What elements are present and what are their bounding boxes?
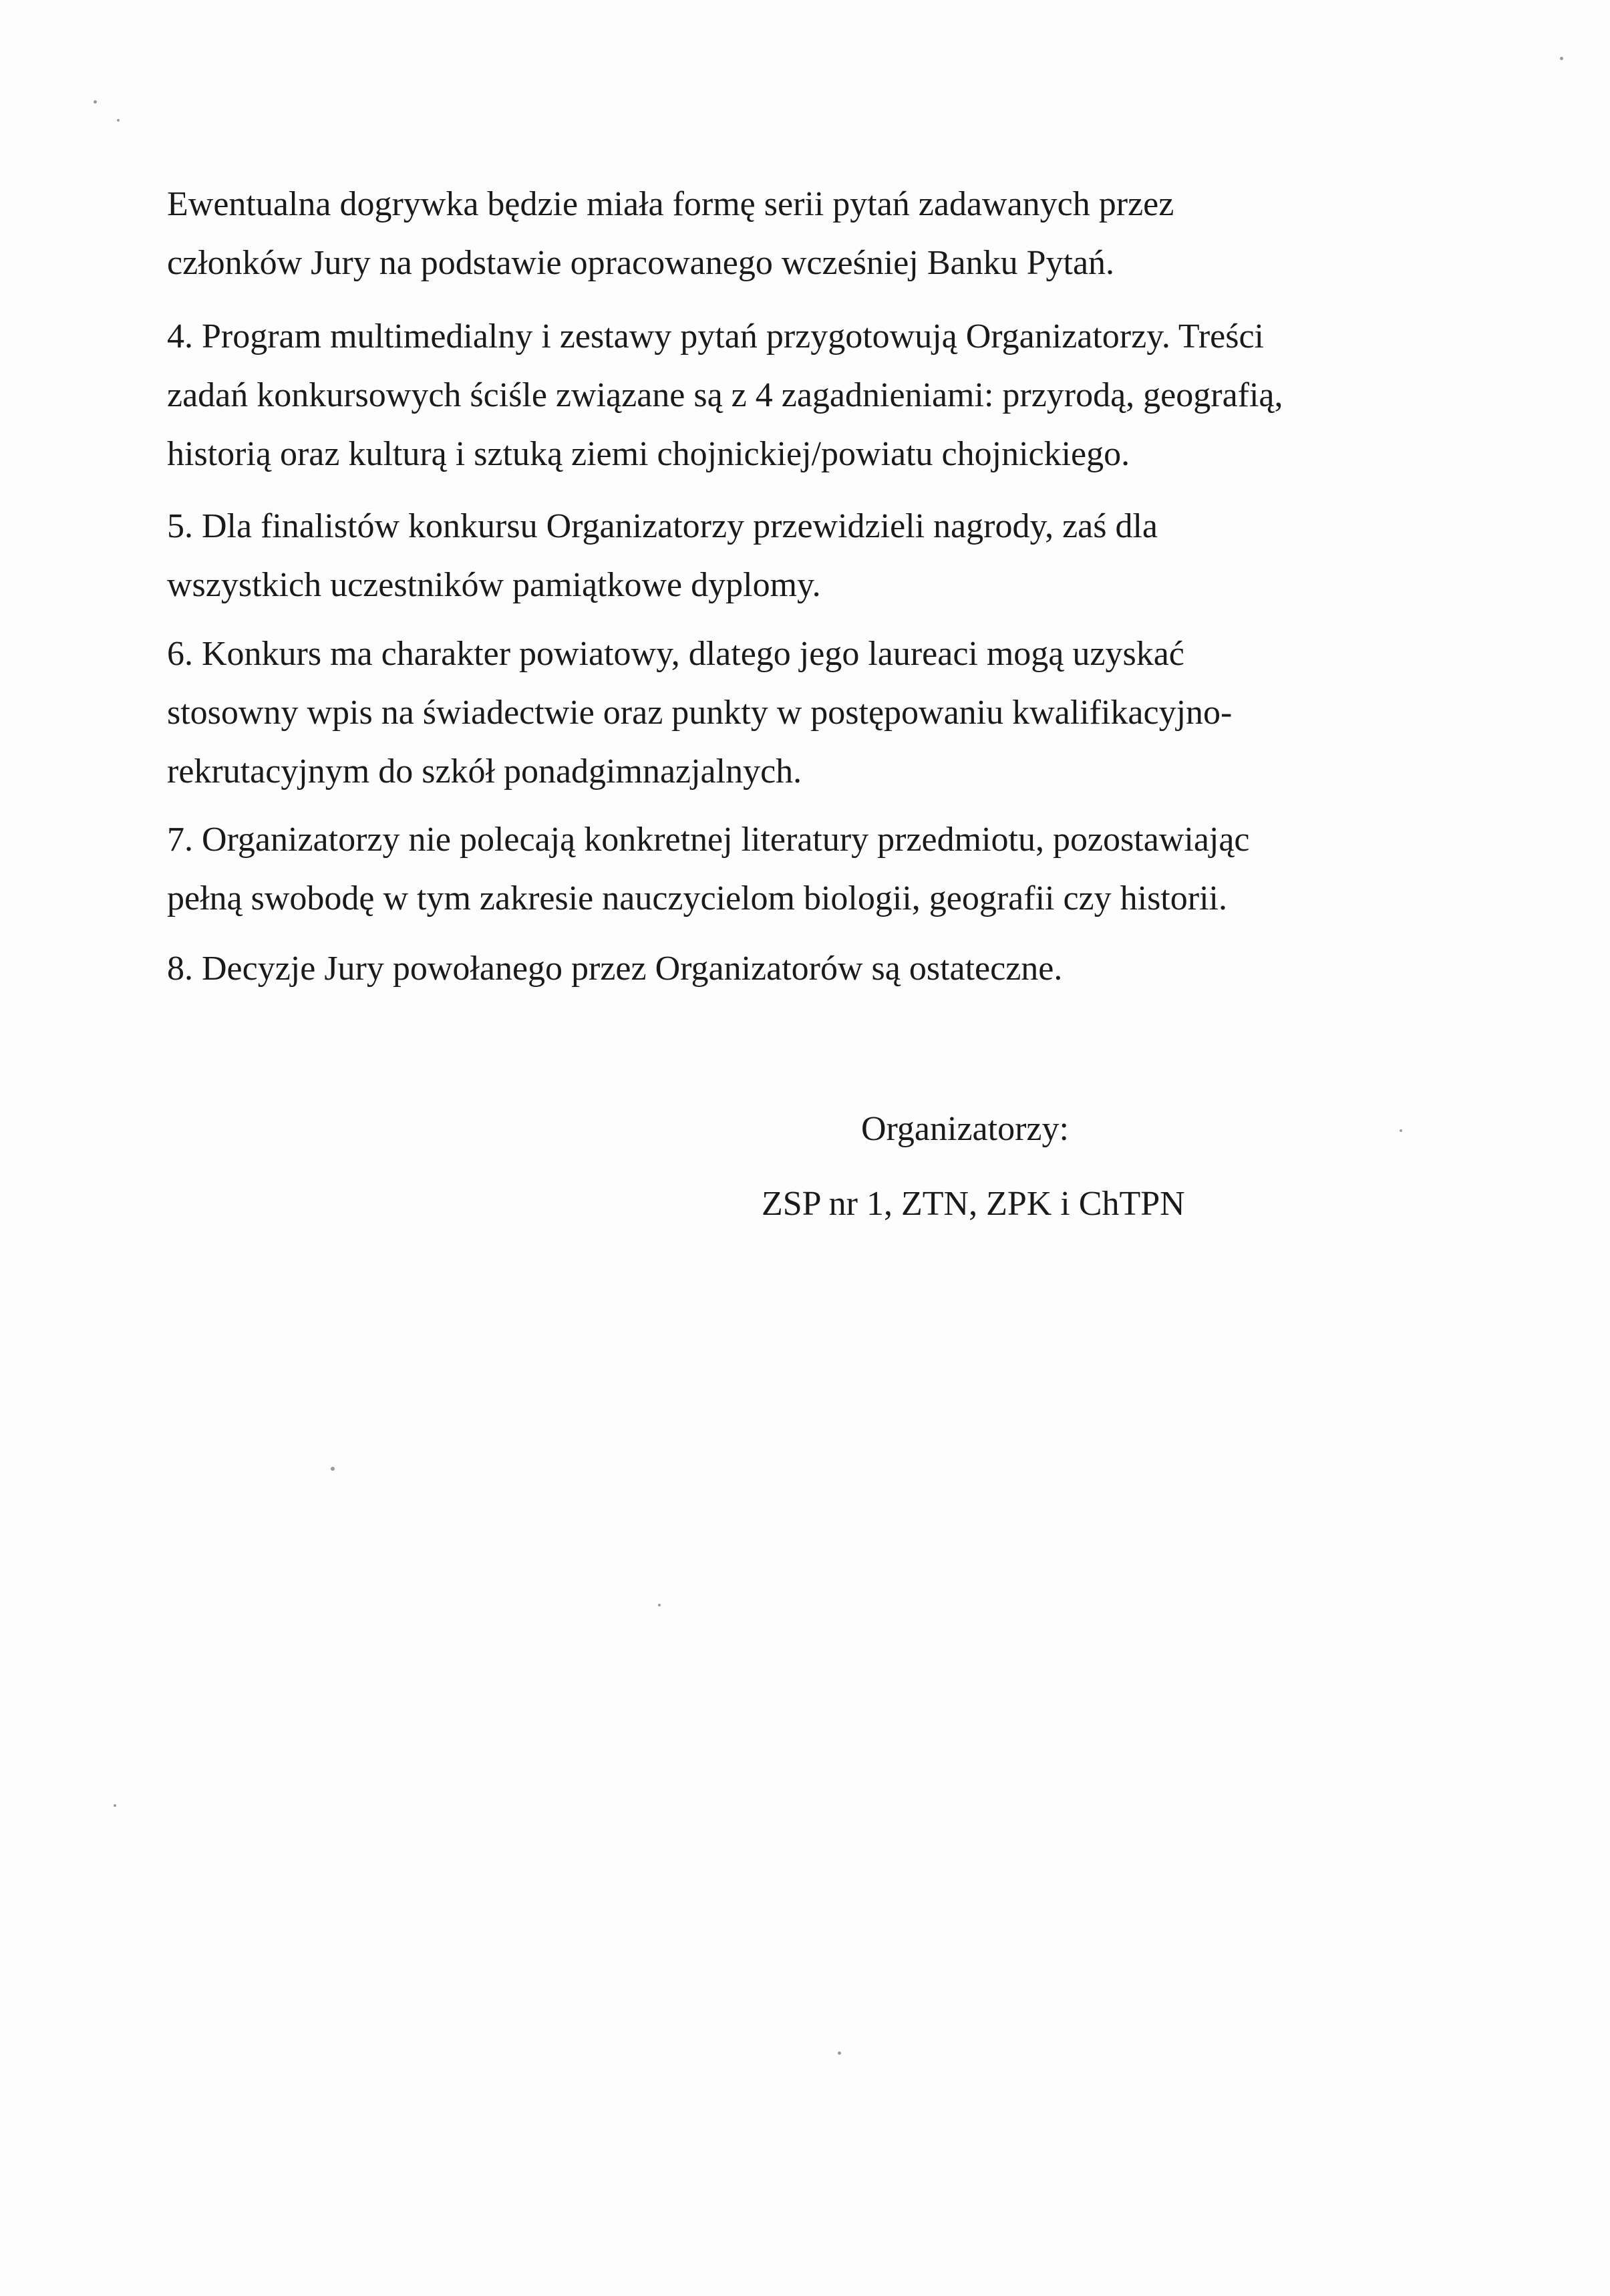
scan-speck	[1560, 57, 1563, 60]
paragraph-tiebreaker	[167, 175, 1436, 293]
text-line: Ewentualna dogrywka będzie miała formę serii pytań zadawanych przez	[167, 185, 1174, 223]
text-line: 4. Program multimedialny i zestawy pytań przygotowują Organizatorzy. Treści	[167, 317, 1264, 355]
scan-speck	[94, 100, 97, 104]
signature-organizers: ZSP nr 1, ZTN, ZPK i ChTPN	[762, 1185, 1185, 1223]
text-line: stosowny wpis na świadectwie oraz punkty w postępowaniu kwalifikacyjno-	[167, 694, 1233, 732]
text-line: członków Jury na podstawie opracowanego wcześniej Banku Pytań.	[167, 244, 1115, 282]
text-line: 6. Konkurs ma charakter powiatowy, dlatego jego laureaci mogą uzyskać	[167, 635, 1184, 673]
text-line: zadań konkursowych ściśle związane są z 4 zagadnieniami: przyrodą, geografią,	[167, 376, 1283, 414]
text-line: 7. Organizatorzy nie polecają konkretnej literatury przedmiotu, pozostawiając	[167, 821, 1250, 859]
text-line: 5. Dla finalistów konkursu Organizatorzy przewidzieli nagrody, zaś dla	[167, 507, 1158, 545]
text-line: 8. Decyzje Jury powołanego przez Organizatorów są ostateczne.	[167, 950, 1063, 988]
scan-speck	[114, 1804, 116, 1807]
signature-title: Organizatorzy:	[861, 1110, 1069, 1148]
scan-speck	[331, 1467, 335, 1471]
text-line: pełną swobodę w tym zakresie nauczycielom biologii, geografii czy historii.	[167, 879, 1227, 917]
paragraph-point-8	[167, 940, 1436, 998]
text-line: historią oraz kulturą i sztuką ziemi chojnickiej/powiatu chojnickiego.	[167, 435, 1130, 473]
scan-speck	[117, 119, 120, 122]
scan-speck	[838, 2051, 841, 2055]
paragraph-point-7	[167, 811, 1436, 928]
paragraph-point-6	[167, 625, 1436, 801]
paragraph-point-5	[167, 497, 1436, 615]
text-line: rekrutacyjnym do szkół ponadgimnazjalnych.	[167, 752, 802, 791]
scan-speck	[1400, 1129, 1402, 1132]
paragraph-point-4	[167, 307, 1436, 484]
scan-speck	[658, 1604, 661, 1606]
text-line: wszystkich uczestników pamiątkowe dyplomy.	[167, 566, 821, 604]
